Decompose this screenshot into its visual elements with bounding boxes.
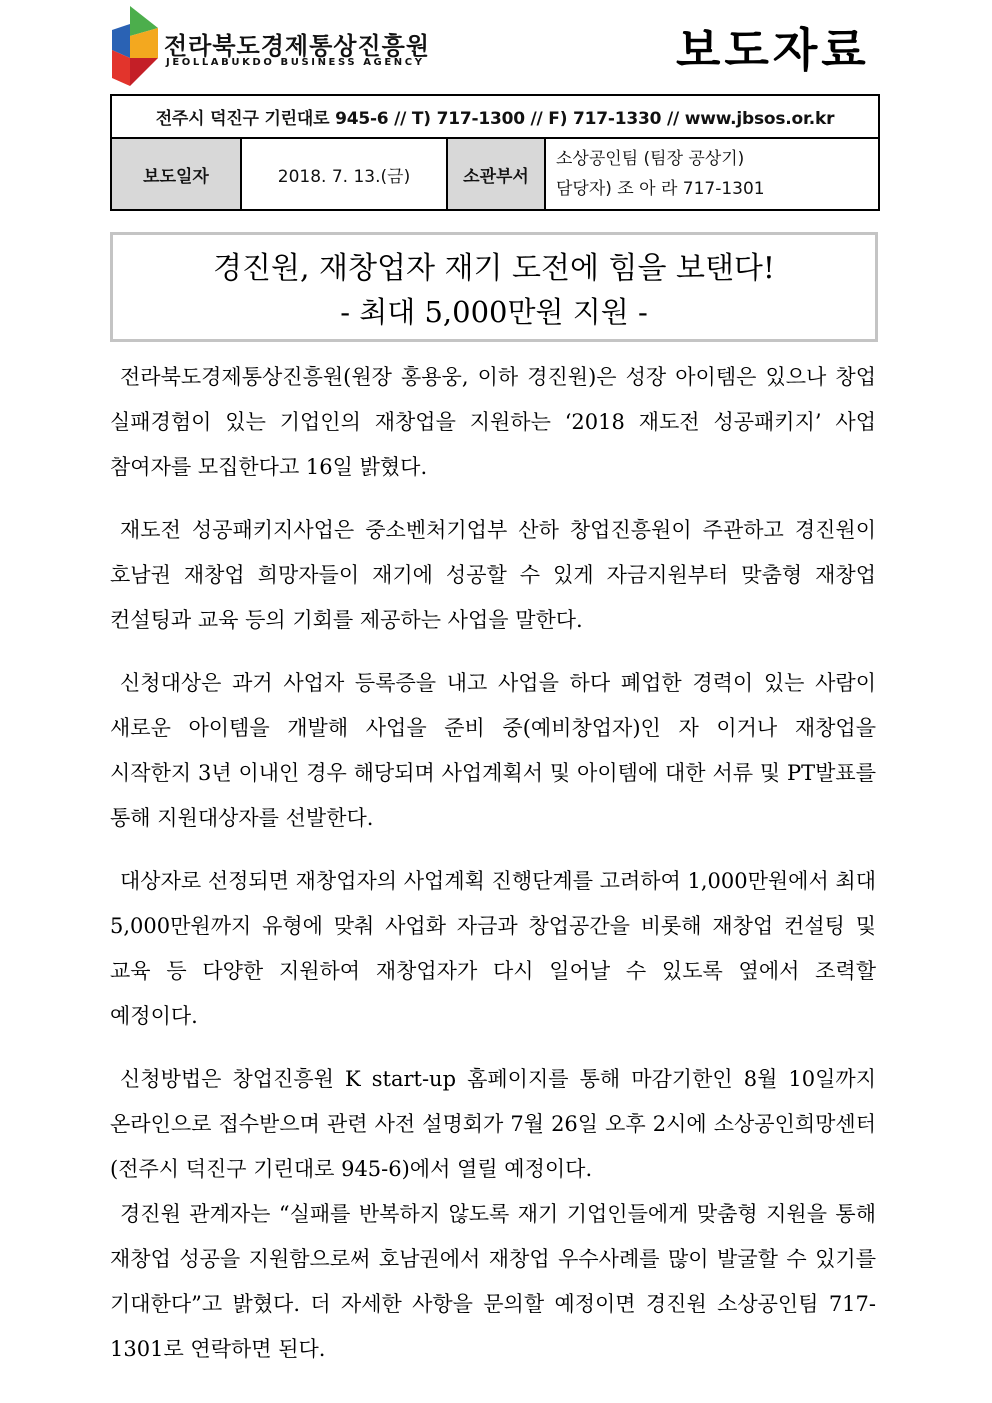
org-name-korean: 전라북도경제통상진흥원 — [164, 32, 431, 60]
body-paragraph: 재도전 성공패키지사업은 중소벤처기업부 산하 창업진흥원이 주관하고 경진원이 호남권 재창업 희망자들이 재기에 성공할 수 있게 자금지원부터 맞춤형 재창업 컨설팅과 교육 등의 기회를 제공하는 사업을 말한다. — [110, 518, 876, 632]
jbba-logo-icon — [108, 6, 158, 86]
department-cell — [545, 138, 879, 210]
headline-subtitle: - 최대 5,000만원 지원 - — [340, 295, 648, 329]
body-paragraph: 경진원 관계자는 “실패를 반복하지 않도록 재기 기업인들에게 맞춤형 지원을 통해 재창업 성공을 지원함으로써 호남권에서 재창업 우수사례를 많이 발굴할 수 있기를 기대한다”고 밝혔다. 더 자세한 사항을 문의할 예정이면 경진원 소상공인팀 717-1301로 연락하면 된다. — [110, 1202, 876, 1361]
headline-box — [110, 232, 878, 342]
body-paragraph: 전라북도경제통상진흥원(원장 홍용웅, 이하 경진원)은 성장 아이템은 있으나 창업 실패경험이 있는 기업인의 재창업을 지원하는 ‘2018 재도전 성공패키지’ 사업 참여자를 모집한다고 16일 밝혔다. — [110, 365, 876, 479]
department-contact: 담당자) 조 아 라 717-1301 — [556, 179, 765, 199]
contact-info-cell: 전주시 덕진구 기린대로 945-6 // T) 717-1300 // F) 717-1330 // www.jbsos.or.kr — [111, 95, 879, 138]
article-body — [110, 355, 876, 1390]
department-label: 소관부서 — [447, 138, 545, 210]
press-info-table — [110, 94, 880, 211]
department-team: 소상공인팀 (팀장 공상기) — [556, 149, 745, 169]
release-date-label: 보도일자 — [111, 138, 241, 210]
body-paragraph: 신청방법은 창업진흥원 K start-up 홈페이지를 통해 마감기한인 8월 10일까지 온라인으로 접수받으며 관련 사전 설명회가 7월 26일 오후 2시에 소상공인희망센터(전주시 덕진구 기린대로 945-6)에서 열릴 예정이다. — [110, 1067, 876, 1181]
body-paragraph: 신청대상은 과거 사업자 등록증을 내고 사업을 하다 폐업한 경력이 있는 사람이 새로운 아이템을 개발해 사업을 준비 중(예비창업자)인 자 이거나 재창업을 시작한지 3년 이내인 경우 해당되며 사업계획서 및 아이템에 대한 서류 및 PT발표를 통해 지원대상자를 선발한다. — [110, 671, 876, 830]
release-date-value: 2018. 7. 13.(금) — [241, 138, 447, 210]
headline-title: 경진원, 재창업자 재기 도전에 힘을 보탠다! — [213, 251, 775, 286]
document-type-heading: 보도자료 — [676, 23, 870, 77]
org-name-english: JEOLLABUKDO BUSINESS AGENCY — [166, 57, 425, 68]
body-paragraph: 대상자로 선정되면 재창업자의 사업계획 진행단계를 고려하여 1,000만원에서 최대 5,000만원까지 유형에 맞춰 사업화 자금과 창업공간을 비롯해 재창업 컨설팅 및 교육 등 다양한 지원하여 재창업자가 다시 일어날 수 있도록 옆에서 조력할 예정이다. — [110, 869, 876, 1028]
